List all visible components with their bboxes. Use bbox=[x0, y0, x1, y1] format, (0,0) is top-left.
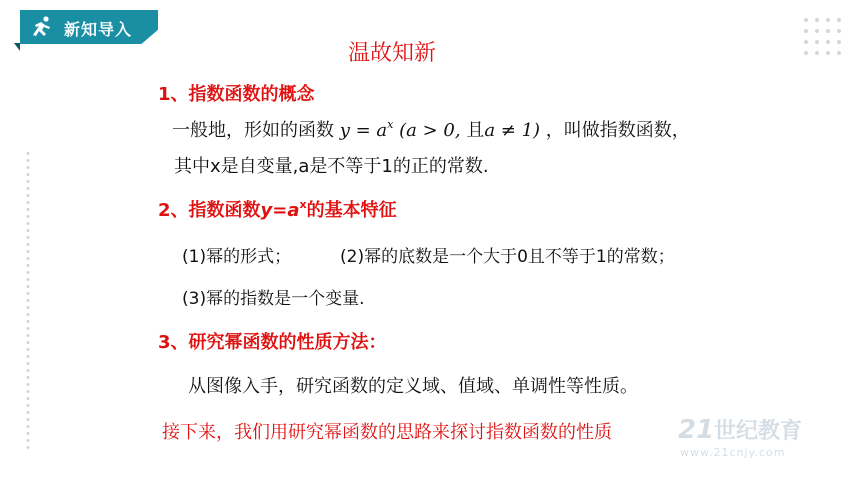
heading-features-prefix: 2、指数函数 bbox=[158, 200, 261, 221]
formula-exponent: x bbox=[387, 118, 394, 131]
section-badge bbox=[20, 10, 160, 44]
watermark-url: www.21cnjy.com bbox=[680, 446, 786, 459]
feature-item-2: (2)幂的底数是一个大于0且不等于1的常数； bbox=[340, 247, 675, 267]
transition-text: 接下来，我们用研究幂函数的思路来探讨指数函数的性质 bbox=[162, 422, 612, 443]
formula-condition-2: a ≠ 1) bbox=[484, 120, 541, 141]
watermark-logo bbox=[668, 412, 838, 462]
method-line: 从图像入手，研究函数的定义域、值域、单调性等性质。 bbox=[188, 376, 638, 397]
page-title: 温故知新 bbox=[348, 41, 437, 66]
decorative-dotted-line bbox=[26, 150, 30, 450]
runner-icon bbox=[30, 16, 54, 38]
heading-concept: 1、指数函数的概念 bbox=[158, 84, 315, 105]
decorative-dot-grid bbox=[800, 14, 844, 58]
definition-note: 其中x是自变量,a是不等于1的正的常数. bbox=[174, 156, 489, 177]
definition-line bbox=[172, 116, 690, 142]
badge-fold bbox=[14, 43, 20, 51]
formula-condition-1: (a > 0, bbox=[399, 120, 467, 141]
heading-features-suffix: 的基本特征 bbox=[306, 200, 397, 221]
feature-item-1: (1)幂的形式； bbox=[182, 247, 292, 267]
feature-item-3: (3)幂的指数是一个变量. bbox=[182, 289, 365, 309]
watermark-brand: 世纪教育 bbox=[714, 419, 803, 444]
definition-suffix: ，叫做指数函数， bbox=[545, 120, 690, 141]
heading-features-formula: y=a bbox=[260, 200, 300, 221]
badge-label: 新知导入 bbox=[64, 20, 133, 39]
heading-features-exponent: x bbox=[299, 198, 307, 211]
definition-prefix: 一般地，形如的函数 bbox=[172, 120, 334, 141]
formula-conjunction: 且 bbox=[466, 120, 485, 141]
heading-method: 3、研究幂函数的性质方法： bbox=[158, 332, 387, 353]
watermark-number: 21 bbox=[678, 415, 715, 445]
heading-features bbox=[158, 196, 397, 222]
definition-formula bbox=[340, 120, 546, 141]
formula-base: y = a bbox=[339, 120, 388, 141]
